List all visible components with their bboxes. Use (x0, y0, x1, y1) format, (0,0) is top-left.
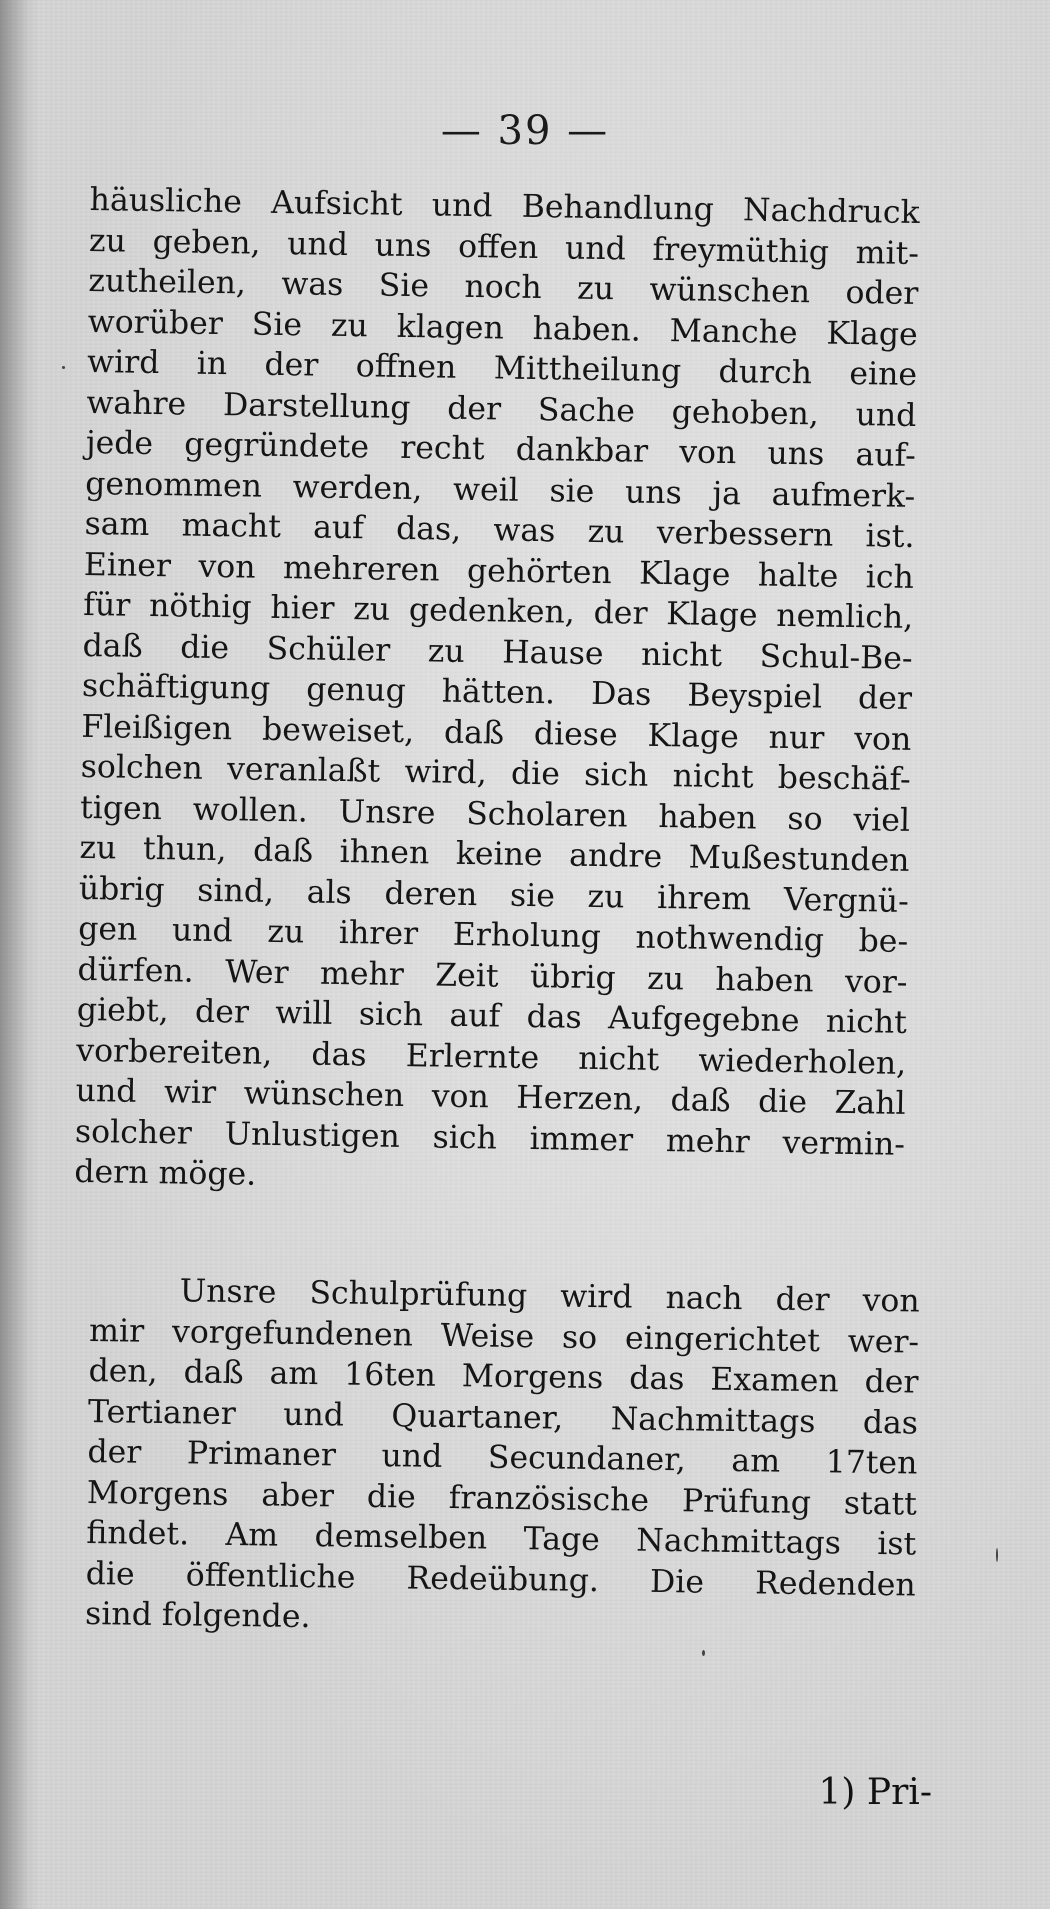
text-line: und wir wünschen von Herzen, daß die Zahl (75, 1072, 906, 1122)
text-line: solchen veranlaßt wird, die sich nicht beschäf- (80, 748, 911, 798)
catchword: 1) Pri- (818, 1772, 932, 1813)
paragraph-2 (85, 1270, 920, 1646)
text-line: wahre Darstellung der Sache gehoben, und (86, 384, 917, 434)
text-line: sam macht auf das, was zu verbessern ist. (84, 505, 915, 555)
text-line: findet. Am demselben Tage Nachmittags ist (86, 1514, 917, 1563)
text-line: dern möge. (74, 1153, 257, 1193)
text-line: Unsre Schulprüfung wird nach der von (179, 1273, 920, 1320)
paragraph-1 (74, 180, 920, 1205)
text-line: Fleißigen beweiset, daß diese Klage nur von (81, 708, 912, 758)
text-line: die öffentliche Redeübung. Die Redenden (85, 1555, 916, 1604)
text-line: zu geben, und uns offen und freymüthig mit- (88, 222, 920, 272)
text-line: genommen werden, weil sie uns ja aufmerk- (84, 465, 916, 515)
paper-speck (62, 366, 65, 369)
text-line: zutheilen, was Sie noch zu wünschen oder (88, 262, 919, 313)
page-edge-shadow (0, 0, 40, 1909)
text-line: giebt, der will sich auf das Aufgegebne nicht (76, 991, 908, 1041)
text-line: für nöthig hier zu gedenken, der Klage nemlich, (83, 586, 914, 636)
text-line: häusliche Aufsicht und Behandlung Nachdruck (89, 181, 920, 232)
text-line: sind folgende. (84, 1595, 311, 1636)
text-line: daß die Schüler zu Hause nicht Schul-Be- (82, 627, 913, 677)
text-line: den, daß am 16ten Morgens das Examen der (88, 1352, 919, 1401)
paper-speck (996, 1548, 998, 1562)
text-line: Einer von mehreren gehörten Klage halte ich (83, 546, 915, 596)
text-line: wird in der offnen Mittheilung durch eine (86, 343, 918, 394)
text-line: tigen wollen. Unsre Scholaren haben so viel (79, 789, 911, 839)
text-line: solcher Unlustigen sich immer mehr vermin- (74, 1113, 906, 1163)
text-line: dürfen. Wer mehr Zeit übrig zu haben vor- (77, 951, 908, 1001)
text-line: der Primaner und Secundaner, am 17ten (87, 1433, 918, 1482)
paper-speck (702, 1650, 705, 1656)
text-line: Tertianer und Quartaner, Nachmittags das (87, 1393, 919, 1442)
text-line: zu thun, daß ihnen keine andre Mußestunden (79, 829, 910, 879)
text-line: vorbereiten, das Erlernte nicht wiederholen, (76, 1032, 907, 1082)
text-line: übrig sind, als deren sie zu ihrem Vergnü- (78, 870, 910, 920)
text-line: jede gegründete recht dankbar von uns auf- (85, 424, 917, 475)
text-line: schäftigung genug hätten. Das Beyspiel der (81, 667, 913, 717)
text-line: Morgens aber die französische Prüfung statt (86, 1474, 918, 1523)
text-line: worüber Sie zu klagen haben. Manche Klage (87, 303, 918, 353)
text-line: gen und zu ihrer Erholung nothwendig be- (77, 910, 909, 960)
text-line: mir vorgefundenen Weise so eingerichtet wer- (88, 1312, 920, 1361)
page-number-header: — 39 — (440, 108, 610, 154)
